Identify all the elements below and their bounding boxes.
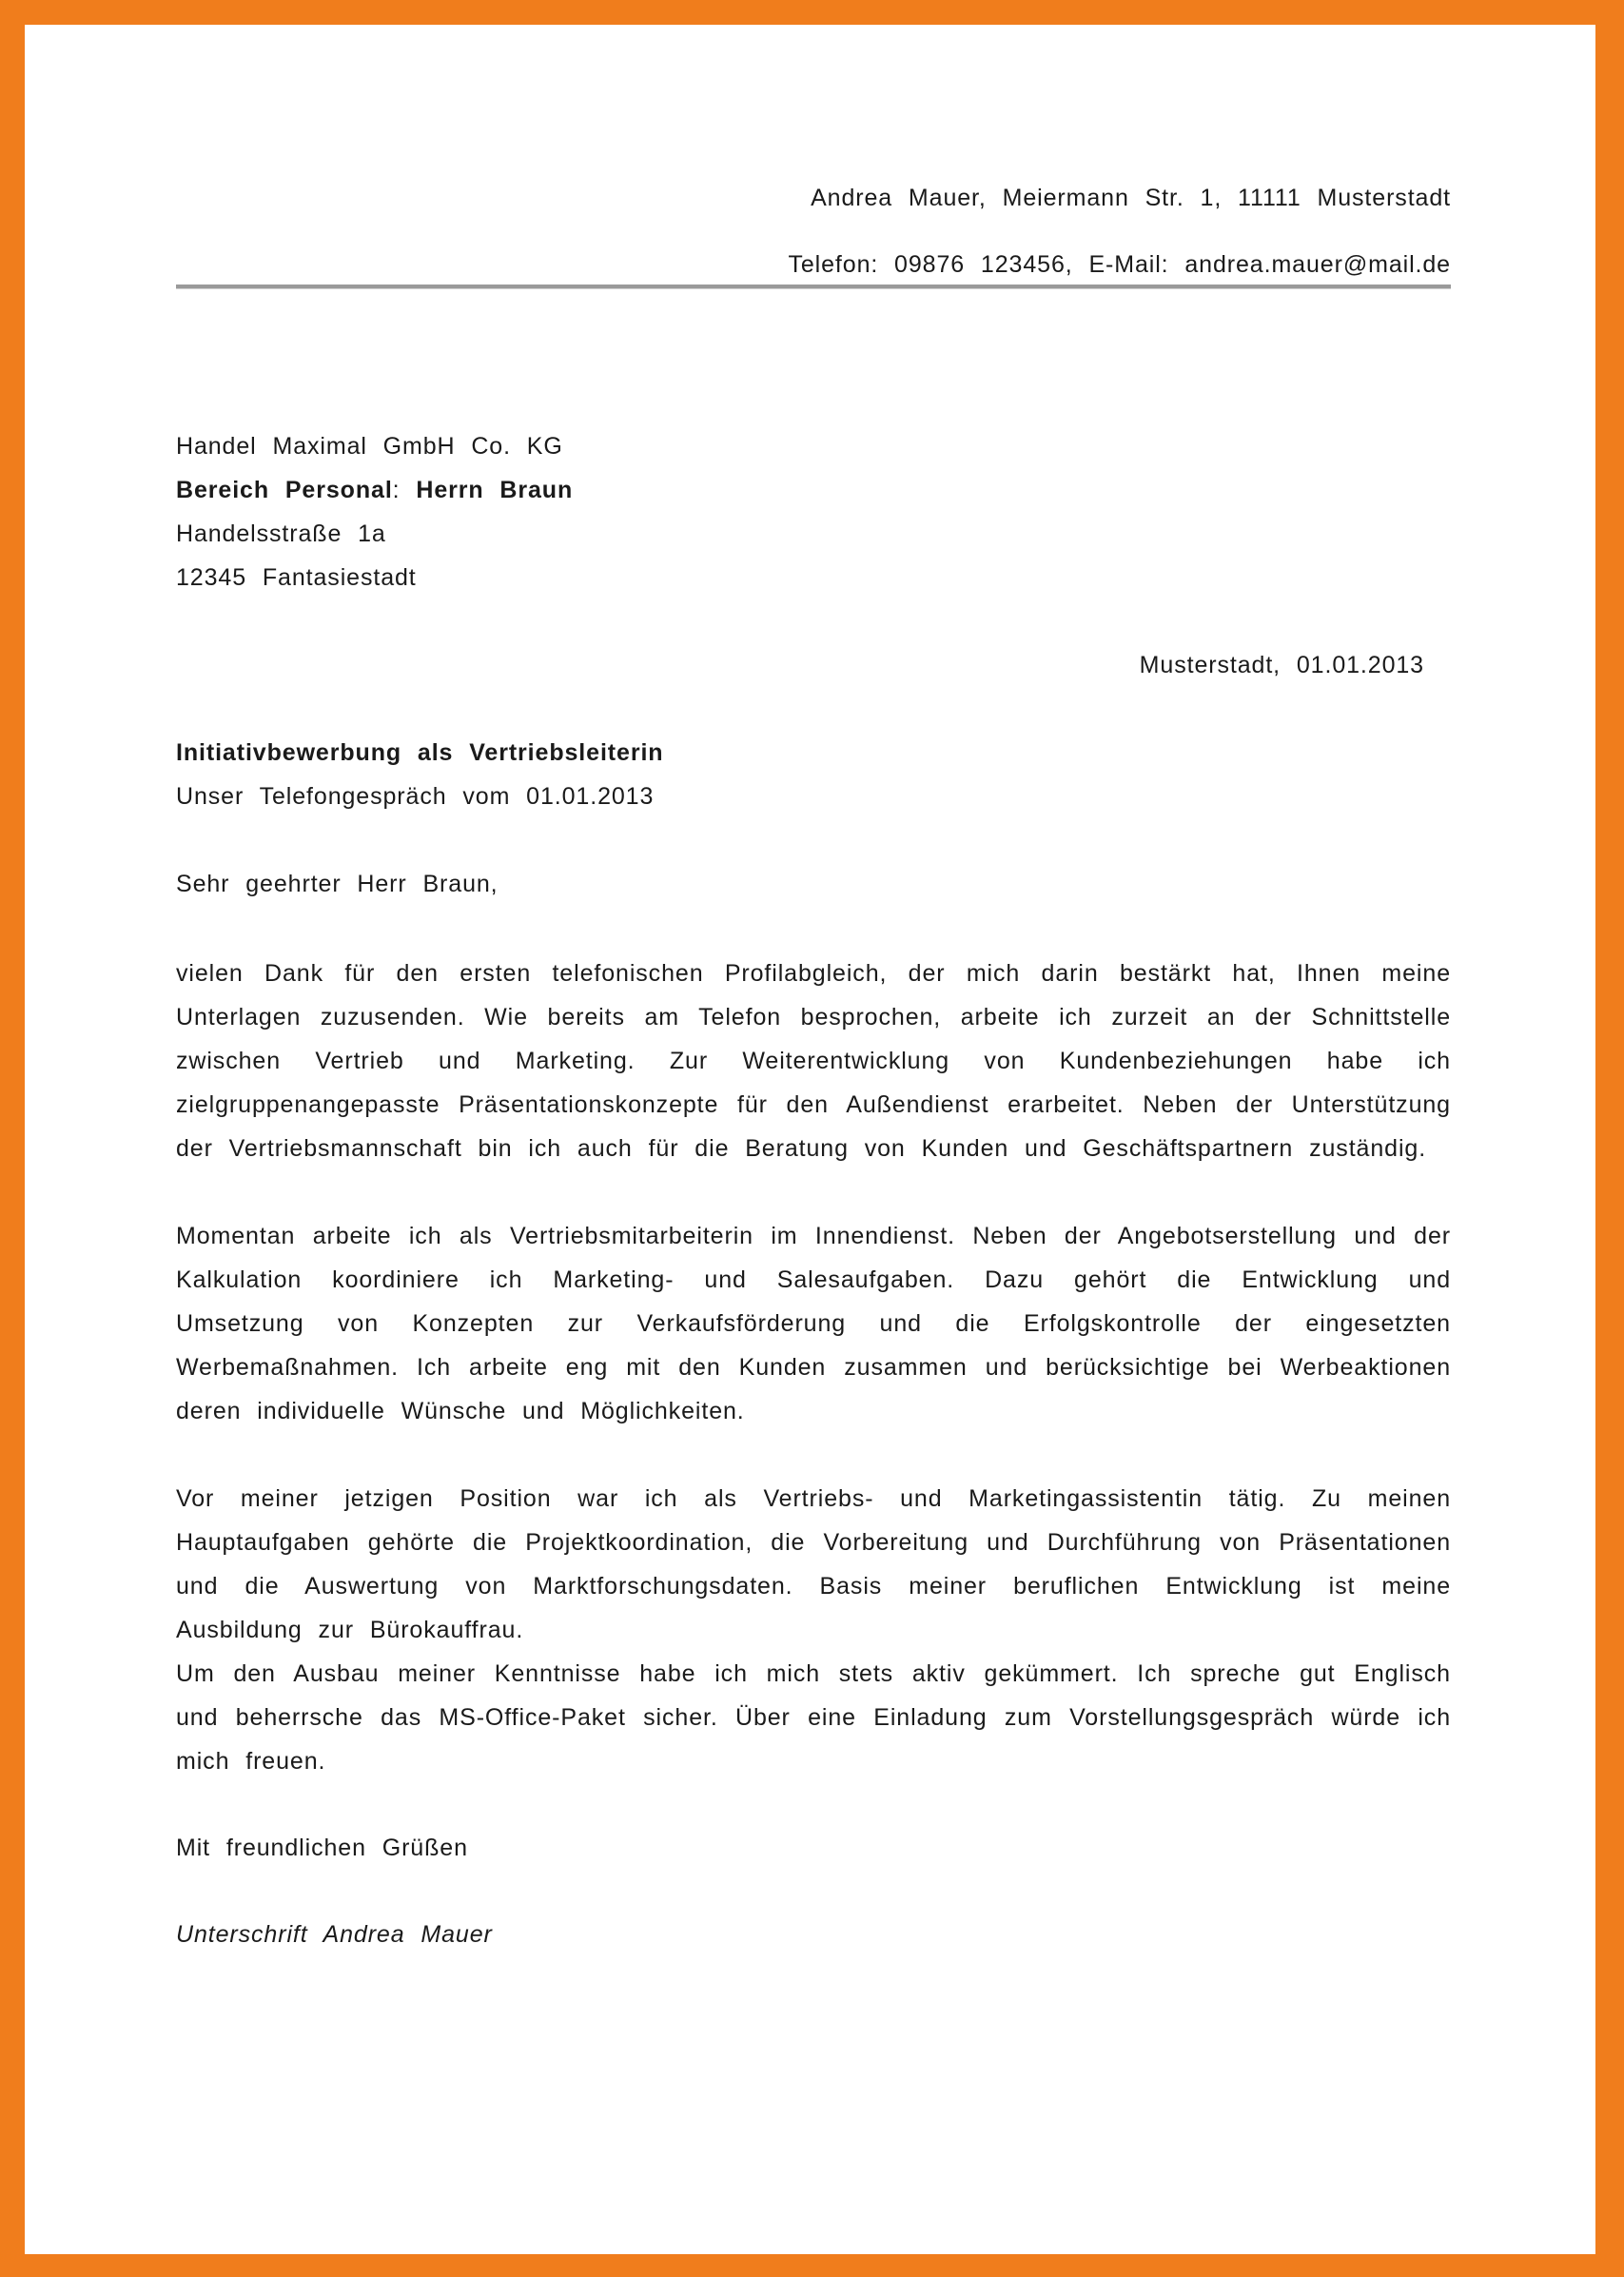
sender-address: Andrea Mauer, Meiermann Str. 1, 11111 Musterstadt bbox=[811, 185, 1451, 211]
letter-date: Musterstadt, 01.01.2013 bbox=[1139, 652, 1424, 678]
recipient-company: Handel Maximal GmbH Co. KG bbox=[176, 433, 563, 460]
body-paragraph-1: vielen Dank für den ersten telefonischen Profilabgleich, der mich darin bestärkt hat, Ihnen meine Unterlagen zuzusenden. Wie bereits am Telefon besprochen, arbeite ich zurzeit an der Schnittstelle zwischen Vertrieb und Marketing. Zur Weiterentwicklung von Kundenbeziehungen habe ich zielgruppenangepasste Präsentationskonzepte für den Außendienst erarbeitet. Neben der Unterstützung der Vertriebsmannschaft bin ich auch für die Beratung von Kunden und Geschäftspartnern zuständig. bbox=[176, 960, 1451, 1162]
body-paragraph-4: Um den Ausbau meiner Kenntnisse habe ich mich stets aktiv gekümmert. Ich spreche gut Englisch und beherrsche das MS-Office-Paket sicher. Über eine Einladung zum Vorstellungsgespräch würde ich mich freuen. bbox=[176, 1660, 1451, 1775]
closing: Mit freundlichen Grüßen bbox=[176, 1835, 468, 1861]
header-divider bbox=[176, 285, 1451, 289]
subject-reference: Unser Telefongespräch vom 01.01.2013 bbox=[176, 783, 655, 810]
recipient-department-separator: : bbox=[392, 477, 401, 503]
recipient-city: 12345 Fantasiestadt bbox=[176, 564, 417, 591]
signature: Unterschrift Andrea Mauer bbox=[176, 1921, 493, 1948]
recipient-contact-person: Herrn Braun bbox=[416, 477, 574, 503]
recipient-street: Handelsstraße 1a bbox=[176, 520, 386, 547]
body-paragraph-2: Momentan arbeite ich als Vertriebsmitarbeiterin im Innendienst. Neben der Angebotserstellung und der Kalkulation koordiniere ich Marketing- und Salesaufgaben. Dazu gehört die Entwicklung und Umsetzung von Konzepten zur Verkaufsförderung und die Erfolgskontrolle der eingesetzten Werbemaßnahmen. Ich arbeite eng mit den Kunden zusammen und berücksichtige bei Werbeaktionen deren individuelle Wünsche und Möglichkeiten. bbox=[176, 1223, 1451, 1424]
recipient-department bbox=[176, 477, 573, 504]
body-paragraph-3: Vor meiner jetzigen Position war ich als Vertriebs- und Marketingassistentin tätig. Zu meinen Hauptaufgaben gehörte die Projektkoordination, die Vorbereitung und Durchführung von Präsentationen und die Auswertung von Marktforschungsdaten. Basis meiner beruflichen Entwicklung ist meine Ausbildung zur Bürokauffrau. bbox=[176, 1485, 1451, 1643]
recipient-department-label: Bereich Personal bbox=[176, 477, 393, 503]
salutation: Sehr geehrter Herr Braun, bbox=[176, 871, 499, 897]
subject-title: Initiativbewerbung als Vertriebsleiterin bbox=[176, 739, 664, 766]
sender-contact: Telefon: 09876 123456, E-Mail: andrea.mauer@mail.de bbox=[788, 251, 1451, 278]
